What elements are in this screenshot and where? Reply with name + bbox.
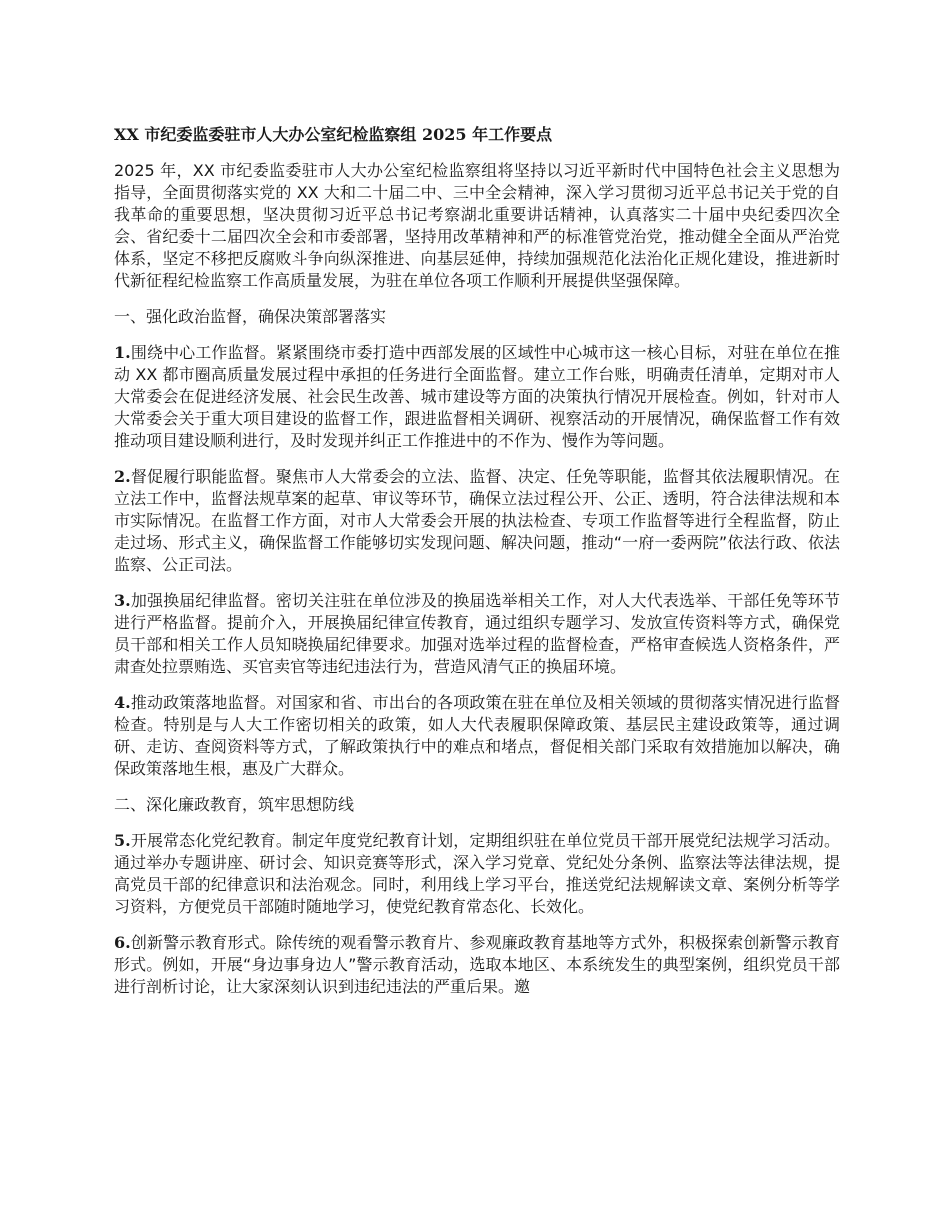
page-bottom-margin xyxy=(0,1110,950,1230)
item-number: 3. xyxy=(114,591,131,610)
item-number: 1. xyxy=(114,343,131,362)
item-text: 开展常态化党纪教育。制定年度党纪教育计划，定期组织驻在单位党员干部开展党纪法规学习活动。通过举办专题讲座、研讨会、知识竞赛等形式，深入学习党章、党纪处分条例、监察法等法律法规，提高党员干部的纪律意识和法治观念。同时，利用线上学习平台，推送党纪法规解读文章、案例分析等学习资料，方便党员干部随时随地学习，使党纪教育常态化、长效化。 xyxy=(114,831,840,916)
document-page xyxy=(114,124,840,1012)
item-text: 推动政策落地监督。对国家和省、市出台的各项政策在驻在单位及相关领域的贯彻落实情况进行监督检查。特别是与人大工作密切相关的政策，如人大代表履职保障政策、基层民主建设政策等，通过调研、走访、查阅资料等方式，了解政策执行中的难点和堵点，督促相关部门采取有效措施加以解决，确保政策落地生根，惠及广大群众。 xyxy=(114,693,840,778)
item-text: 加强换届纪律监督。密切关注驻在单位涉及的换届选举相关工作，对人大代表选举、干部任免等环节进行严格监督。提前介入，开展换届纪律宣传教育，通过组织专题学习、发放宣传资料等方式，确保党员干部和相关工作人员知晓换届纪律要求。加强对选举过程的监督检查，严格审查候选人资格条件，严肃查处拉票贿选、买官卖官等违纪违法行为，营造风清气正的换届环境。 xyxy=(114,591,840,676)
item-number: 5. xyxy=(114,831,131,850)
section-heading-1: 一、强化政治监督，确保决策部署落实 xyxy=(114,307,387,326)
item-number: 4. xyxy=(114,693,131,712)
item-paragraph-4 xyxy=(114,692,840,780)
document-title: XX 市纪委监委驻市人大办公室纪检监察组 2025 年工作要点 xyxy=(114,125,553,144)
item-number: 2. xyxy=(114,467,131,486)
item-paragraph-3 xyxy=(114,590,840,678)
item-text: 督促履行职能监督。聚焦市人大常委会的立法、监督、决定、任免等职能，监督其依法履职情况。在立法工作中，监督法规草案的起草、审议等环节，确保立法过程公开、公正、透明，符合法律法规和本市实际情况。在监督工作方面，对市人大常委会开展的执法检查、专项工作监督等进行全程监督，防止走过场、形式主义，确保监督工作能够切实发现问题、解决问题，推动“一府一委两院”依法行政、依法监察、公正司法。 xyxy=(114,467,840,574)
item-paragraph-5 xyxy=(114,830,840,918)
intro-paragraph: 2025 年，XX 市纪委监委驻市人大办公室纪检监察组将坚持以习近平新时代中国特色社会主义思想为指导，全面贯彻落实党的 XX 大和二十届二中、三中全会精神，深入学习贯彻习近平总书记关于党的自我革命的重要思想，坚决贯彻习近平总书记考察湖北重要讲话精神，认真落实二十届中央纪委四次全会、省纪委十二届四次全会和市委部署，坚持用改革精神和严的标准管党治党，推动健全全面从严治党体系，坚定不移把反腐败斗争向纵深推进、向基层延伸，持续加强规范化法治化正规化建设，推进新时代新征程纪检监察工作高质量发展，为驻在单位各项工作顺利开展提供坚强保障。 xyxy=(114,161,840,290)
item-number: 6. xyxy=(114,933,131,952)
item-paragraph-2 xyxy=(114,466,840,576)
item-text: 围绕中心工作监督。紧紧围绕市委打造中西部发展的区域性中心城市这一核心目标，对驻在单位在推动 XX 都市圈高质量发展过程中承担的任务进行全面监督。建立工作台账，明确责任清单，定期对市人大常委会在促进经济发展、社会民生改善、城市建设等方面的决策执行情况开展检查。例如，针对市人大常委会关于重大项目建设的监督工作，跟进监督相关调研、视察活动的开展情况，确保监督工作有效推动项目建设顺利进行，及时发现并纠正工作推进中的不作为、慢作为等问题。 xyxy=(114,343,840,450)
item-text: 创新警示教育形式。除传统的观看警示教育片、参观廉政教育基地等方式外，积极探索创新警示教育形式。例如，开展“身边事身边人”警示教育活动，选取本地区、本系统发生的典型案例，组织党员干部进行剖析讨论，让大家深刻认识到违纪违法的严重后果。邀 xyxy=(114,933,840,996)
item-paragraph-1 xyxy=(114,342,840,452)
item-paragraph-6 xyxy=(114,932,840,998)
section-heading-2: 二、深化廉政教育，筑牢思想防线 xyxy=(114,795,355,814)
